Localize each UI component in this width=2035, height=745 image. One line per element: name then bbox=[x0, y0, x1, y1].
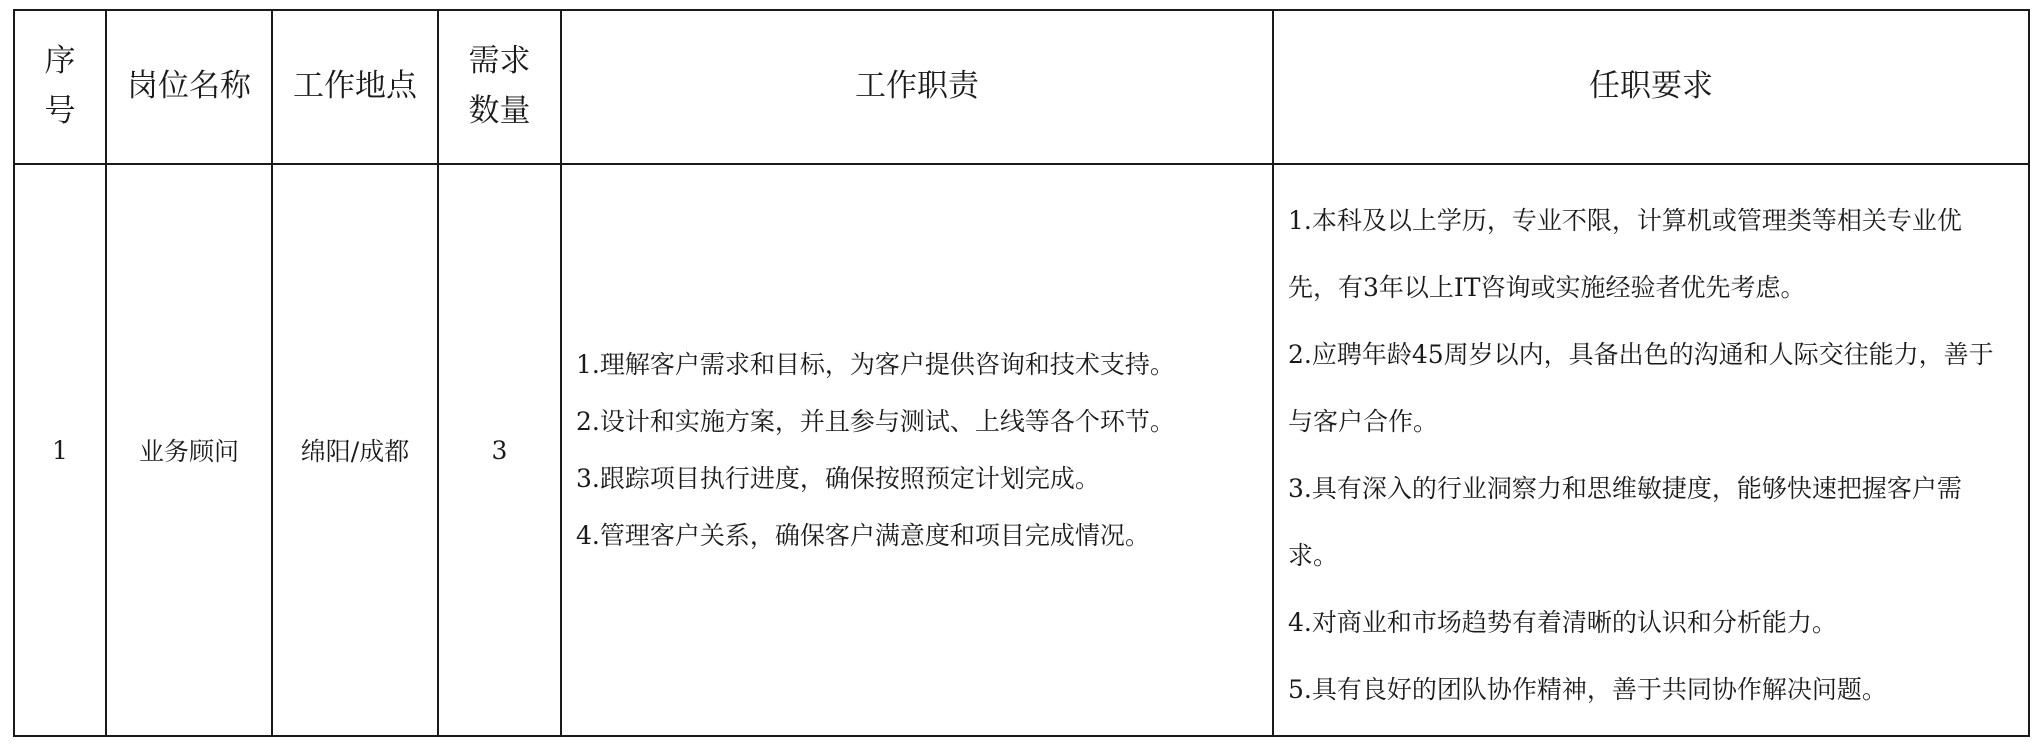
requirement-item: 4.对商业和市场趋势有着清晰的认识和分析能力。 bbox=[1288, 608, 1837, 637]
header-index-line-1: 序 bbox=[44, 43, 76, 80]
header-headcount-line-1: 需求 bbox=[468, 43, 531, 80]
cell-index: 1 bbox=[14, 164, 106, 736]
header-headcount bbox=[438, 10, 561, 164]
requirement-item: 1.本科及以上学历，专业不限，计算机或管理类等相关专业优先，有3年以上IT咨询或实施经验者优先考虑。 bbox=[1288, 206, 1962, 302]
header-row bbox=[14, 10, 2029, 164]
header-position: 岗位名称 bbox=[106, 10, 272, 164]
duty-item: 4.管理客户关系，确保客户满意度和项目完成情况。 bbox=[576, 521, 1150, 550]
header-index bbox=[14, 10, 106, 164]
duty-item: 2.设计和实施方案，并且参与测试、上线等各个环节。 bbox=[576, 407, 1175, 436]
cell-duties bbox=[561, 164, 1273, 736]
duty-item: 1.理解客户需求和目标，为客户提供咨询和技术支持。 bbox=[576, 350, 1175, 379]
header-location: 工作地点 bbox=[272, 10, 438, 164]
requirement-item: 3.具有深入的行业洞察力和思维敏捷度，能够快速把握客户需求。 bbox=[1288, 474, 1962, 570]
job-posting-table bbox=[13, 9, 2030, 737]
header-duties: 工作职责 bbox=[561, 10, 1273, 164]
cell-position: 业务顾问 bbox=[106, 164, 272, 736]
requirement-item: 2.应聘年龄45周岁以内，具备出色的沟通和人际交往能力，善于与客户合作。 bbox=[1288, 340, 1994, 436]
header-requirements: 任职要求 bbox=[1273, 10, 2029, 164]
duty-item: 3.跟踪项目执行进度，确保按照预定计划完成。 bbox=[576, 464, 1100, 493]
cell-headcount: 3 bbox=[438, 164, 561, 736]
cell-requirements bbox=[1273, 164, 2029, 736]
header-index-line-2: 号 bbox=[44, 93, 76, 129]
cell-location: 绵阳/成都 bbox=[272, 164, 438, 736]
header-headcount-line-2: 数量 bbox=[468, 93, 531, 129]
table-row bbox=[14, 164, 2029, 736]
requirement-item: 5.具有良好的团队协作精神，善于共同协作解决问题。 bbox=[1288, 675, 1887, 704]
